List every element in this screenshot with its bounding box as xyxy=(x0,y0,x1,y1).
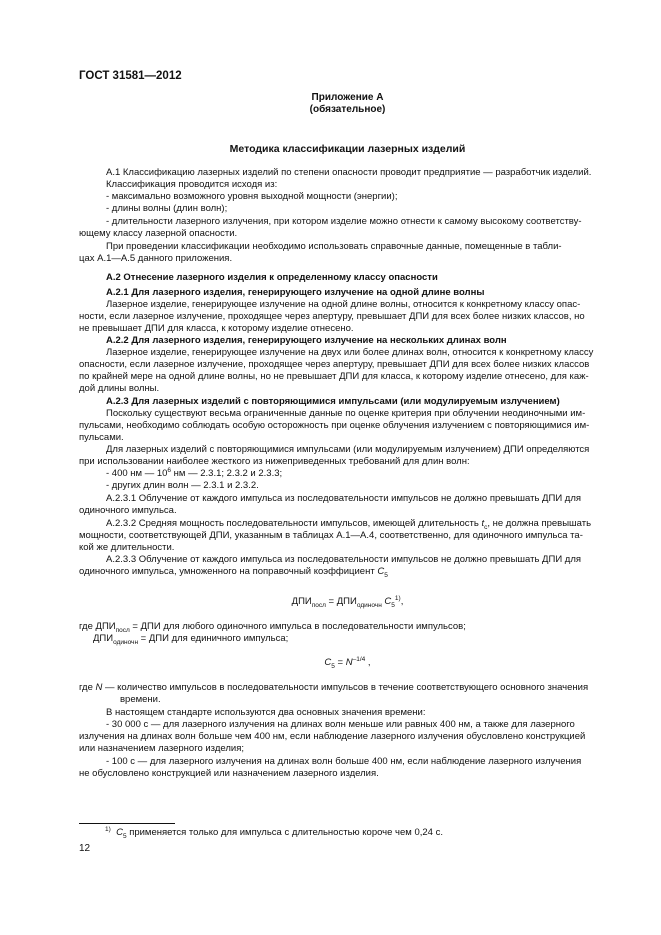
formula2-c: C xyxy=(324,657,332,668)
formula2-eq: = xyxy=(334,657,346,668)
a23-range-2: - других длин волн — 2.3.1 и 2.3.2. xyxy=(106,480,259,491)
a1-list-item-1: - максимально возможного уровня выходной мощности (энергии); xyxy=(106,191,398,202)
where1-l2-pre: ДПИ xyxy=(93,633,114,644)
a23-line-5: при использовании наиболее жесткого из нижеприведенных требований для длин волн: xyxy=(79,456,470,467)
where2-l1-pre: где xyxy=(79,682,96,693)
a22-line-2: опасности, если лазерное излучение, проходящее через апертуру, превышает ДПИ для всех более низких классов xyxy=(79,359,590,370)
where2-line-1 xyxy=(79,682,616,694)
formula-c5 xyxy=(79,657,616,668)
a23-heading: А.2.3 Для лазерных изделий с повторяющимися импульсами (или модулируемым излучением) xyxy=(106,396,560,407)
a232-line-1 xyxy=(79,518,616,530)
appendix-status: (обязательное) xyxy=(309,104,386,115)
times-2-line-1: - 100 с — для лазерного излучения на длинах волн больше 400 нм, если наблюдение лазерного излучения xyxy=(106,756,582,767)
a232-var: t xyxy=(481,518,485,529)
a233-line-2 xyxy=(79,566,616,578)
a1-list-item-2: - длины волны (длин волн); xyxy=(106,203,228,214)
a233-var: C xyxy=(377,566,385,577)
formula2-n: N xyxy=(345,657,353,668)
a23-range-1-pre: - 400 нм — 10 xyxy=(106,468,168,479)
footnote-divider xyxy=(79,823,175,824)
where2-line-2: времени. xyxy=(120,694,161,705)
where1-l1-post: = ДПИ для любого одиночного импульса в последовательности импульсов; xyxy=(129,621,466,632)
footnote xyxy=(105,827,616,839)
footnote-text: применяется только для импульса с длительностью короче чем 0,24 с. xyxy=(126,827,443,838)
a1-paragraph-2: Классификация проводится исходя из: xyxy=(106,179,278,190)
a1-paragraph-3-line-1: При проведении классификации необходимо использовать справочные данные, помещенные в табли- xyxy=(106,241,562,252)
a233-var-sub: 5 xyxy=(384,571,388,579)
times-1-line-2: излучения на длинах волн больше чем 400 нм, если наблюдение лазерного излучения обусловлено конструкцией xyxy=(79,731,586,742)
formula2-exp: –1/4 xyxy=(352,655,366,663)
where2-n: N xyxy=(95,682,103,693)
a22-line-3: по крайней мере на одной длине волны, но не превышает ДПИ для класса, к которому изделие отнесено, для каж- xyxy=(79,371,589,382)
formula2-tail: , xyxy=(365,657,371,668)
a23-range-1-post: нм — 2.3.1; 2.3.2 и 2.3.3; xyxy=(171,468,283,479)
formula1-lhs: ДПИ xyxy=(291,596,312,607)
a232-line-1-post: , не должна превышать xyxy=(487,518,592,529)
footnote-mark: 1) xyxy=(105,825,111,833)
footnote-c-sub: 5 xyxy=(122,832,127,840)
a1-paragraph-1: А.1 Классификацию лазерных изделий по степени опасности проводит предприятие — разработчик изделий. xyxy=(106,167,592,178)
times-intro: В настоящем стандарте используются два основных значения времени: xyxy=(106,707,426,718)
formula2-c-sub: 5 xyxy=(331,662,335,670)
a232-line-2: мощности, соответствующей ДПИ, указанным в таблицах А.1—А.4, соответственно, для одиночного импульса та- xyxy=(79,530,583,541)
page-number: 12 xyxy=(79,843,91,854)
where1-l1-sub: посл xyxy=(115,626,130,634)
appendix-title: Приложение А xyxy=(311,92,384,103)
a23-line-2: пульсами, необходимо соблюдать особую осторожность при оценке облучения излучением с повторяющимися им- xyxy=(79,420,590,431)
times-1-line-1: - 30 000 с — для лазерного излучения на длинах волн меньше или равных 400 нм, а также для лазерного xyxy=(106,719,575,730)
times-1-line-3: или назначением лазерного изделия; xyxy=(79,743,244,754)
document-title: Методика классификации лазерных изделий xyxy=(229,143,466,155)
a23-line-4: Для лазерных изделий с повторяющимися импульсами (или модулируемым излучением) ДПИ определяются xyxy=(106,444,590,455)
standard-header: ГОСТ 31581—2012 xyxy=(79,70,182,82)
a22-heading: А.2.2 Для лазерного изделия, генерирующего излучение на нескольких длинах волн xyxy=(106,335,507,346)
formula1-eq: = ДПИ xyxy=(325,596,357,607)
a22-line-4: дой длины волны. xyxy=(79,383,160,394)
a21-heading: А.2.1 Для лазерного изделия, генерирующего излучение на одной длине волны xyxy=(106,287,485,298)
a1-list-item-3-line-2: ющему классу лазерной опасности. xyxy=(79,228,238,239)
a232-var-sub: с xyxy=(484,523,488,531)
where2-l1-post: — количество импульсов в последовательности импульсов в течение соответствующего основного значения xyxy=(102,682,589,693)
a231-line-1: А.2.3.1 Облучение от каждого импульса из последовательности импульсов не должно превышать ДПИ для xyxy=(106,493,582,504)
footnote-ref: 1) xyxy=(394,594,401,602)
a232-line-1-pre: А.2.3.2 Средняя мощность последовательности импульсов, имеющей длительность xyxy=(106,518,482,529)
times-2-line-2: не обусловлено конструкцией или назначением лазерного изделия. xyxy=(79,768,379,779)
a231-line-2: одиночного импульса. xyxy=(79,505,177,516)
a23-line-3: пульсами. xyxy=(79,432,124,443)
a233-line-2-pre: одиночного импульса, умноженного на поправочный коэффициент xyxy=(79,566,378,577)
a1-list-item-3-line-1: - длительности лазерного излучения, при котором изделие можно отнести к самому высокому соответству- xyxy=(106,216,582,227)
a21-line-3: не превышает ДПИ для класса, к которому изделие отнесено. xyxy=(79,323,354,334)
where1-line-2 xyxy=(93,633,616,645)
a21-line-1: Лазерное изделие, генерирующее излучение на одной длине волны, относится к конкретному классу опас- xyxy=(106,299,581,310)
a23-range-1 xyxy=(79,468,616,480)
formula-dpi-sequence xyxy=(79,596,616,607)
where1-line-1 xyxy=(79,621,616,633)
footnote-c: C xyxy=(116,827,123,838)
formula1-rhs-sub: одиночн xyxy=(356,601,382,609)
a23-range-1-exp: 6 xyxy=(167,466,172,474)
where1-l2-sub: одиночн xyxy=(113,638,139,646)
a232-line-3: кой же длительности. xyxy=(79,542,175,553)
formula1-lhs-sub: посл xyxy=(311,601,326,609)
a22-line-1: Лазерное изделие, генерирующее излучение на двух или более длинах волн, относится к конкретному классу xyxy=(106,347,594,358)
formula1-c-sub: 5 xyxy=(391,601,395,609)
where1-l2-post: = ДПИ для единичного импульса; xyxy=(138,633,289,644)
where1-l1-pre: где ДПИ xyxy=(79,621,116,632)
a2-heading: А.2 Отнесение лазерного изделия к определенному классу опасности xyxy=(106,272,438,283)
a1-paragraph-3-line-2: цах А.1—А.5 данного приложения. xyxy=(79,253,233,264)
a23-line-1: Поскольку существуют весьма ограниченные данные по оценке критерия при облучении неодиночными им- xyxy=(106,408,586,419)
formula1-c: C xyxy=(384,596,392,607)
a233-line-1: А.2.3.3 Облучение от каждого импульса из последовательности импульсов не должно превышать ДПИ для xyxy=(106,554,582,565)
formula1-tail: , xyxy=(400,596,404,607)
a21-line-2: ности, если лазерное излучение, проходящее через апертуру, превышает ДПИ для всех более низких классов, но xyxy=(79,311,585,322)
